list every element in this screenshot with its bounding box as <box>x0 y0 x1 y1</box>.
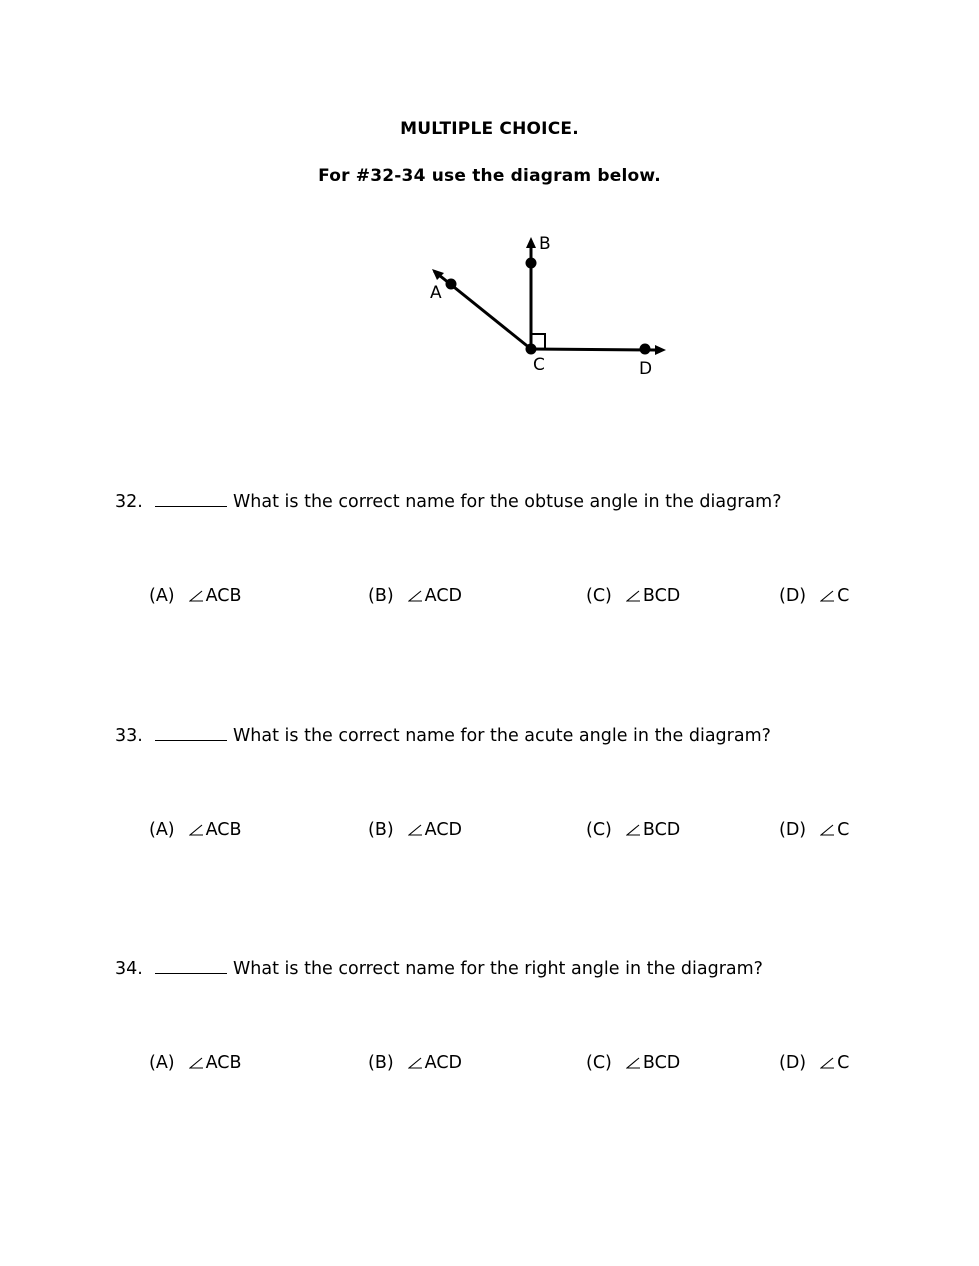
question-text: What is the correct name for the acute angle in the diagram? <box>233 726 771 746</box>
angle-icon <box>820 590 834 602</box>
answer-blank[interactable] <box>155 959 227 974</box>
choice-32-b[interactable]: (B) ACD <box>368 586 463 606</box>
label-a: A <box>430 283 442 303</box>
question-32 <box>115 492 782 512</box>
angle-diagram <box>420 228 680 388</box>
label-d: D <box>639 359 653 379</box>
label-c: C <box>533 355 545 375</box>
point-c <box>526 344 537 355</box>
choice-34-b[interactable]: (B) ACD <box>368 1053 463 1073</box>
choice-33-c[interactable]: (C) BCD <box>586 820 681 840</box>
choice-33-d[interactable]: (D) C <box>779 820 850 840</box>
ray-cd <box>531 349 657 350</box>
arrowhead-b-icon <box>526 237 536 248</box>
choice-33-a[interactable]: (A) ACB <box>149 820 242 840</box>
angle-icon <box>189 824 203 836</box>
choice-34-a[interactable]: (A) ACB <box>149 1053 242 1073</box>
choice-33-b[interactable]: (B) ACD <box>368 820 463 840</box>
label-b: B <box>539 234 551 254</box>
angle-icon <box>626 590 640 602</box>
question-number: 34. <box>115 959 143 979</box>
point-a <box>446 279 457 290</box>
angle-icon <box>820 824 834 836</box>
point-d <box>640 344 651 355</box>
question-text: What is the correct name for the obtuse angle in the diagram? <box>233 492 782 512</box>
choice-32-a[interactable]: (A) ACB <box>149 586 242 606</box>
angle-icon <box>408 1057 422 1069</box>
question-34 <box>115 959 763 979</box>
answer-blank[interactable] <box>155 492 227 507</box>
angle-icon <box>189 590 203 602</box>
page-title: MULTIPLE CHOICE. <box>400 119 579 139</box>
question-number: 33. <box>115 726 143 746</box>
answer-blank[interactable] <box>155 726 227 741</box>
question-33 <box>115 726 771 746</box>
point-b <box>526 258 537 269</box>
angle-icon <box>408 590 422 602</box>
arrowhead-d-icon <box>655 345 666 355</box>
question-text: What is the correct name for the right angle in the diagram? <box>233 959 763 979</box>
angle-icon <box>820 1057 834 1069</box>
choice-32-d[interactable]: (D) C <box>779 586 850 606</box>
angle-icon <box>626 824 640 836</box>
diagram-instruction: For #32-34 use the diagram below. <box>318 166 661 186</box>
angle-icon <box>189 1057 203 1069</box>
choice-34-c[interactable]: (C) BCD <box>586 1053 681 1073</box>
question-number: 32. <box>115 492 143 512</box>
angle-icon <box>408 824 422 836</box>
angle-icon <box>626 1057 640 1069</box>
choice-32-c[interactable]: (C) BCD <box>586 586 681 606</box>
choice-34-d[interactable]: (D) C <box>779 1053 850 1073</box>
